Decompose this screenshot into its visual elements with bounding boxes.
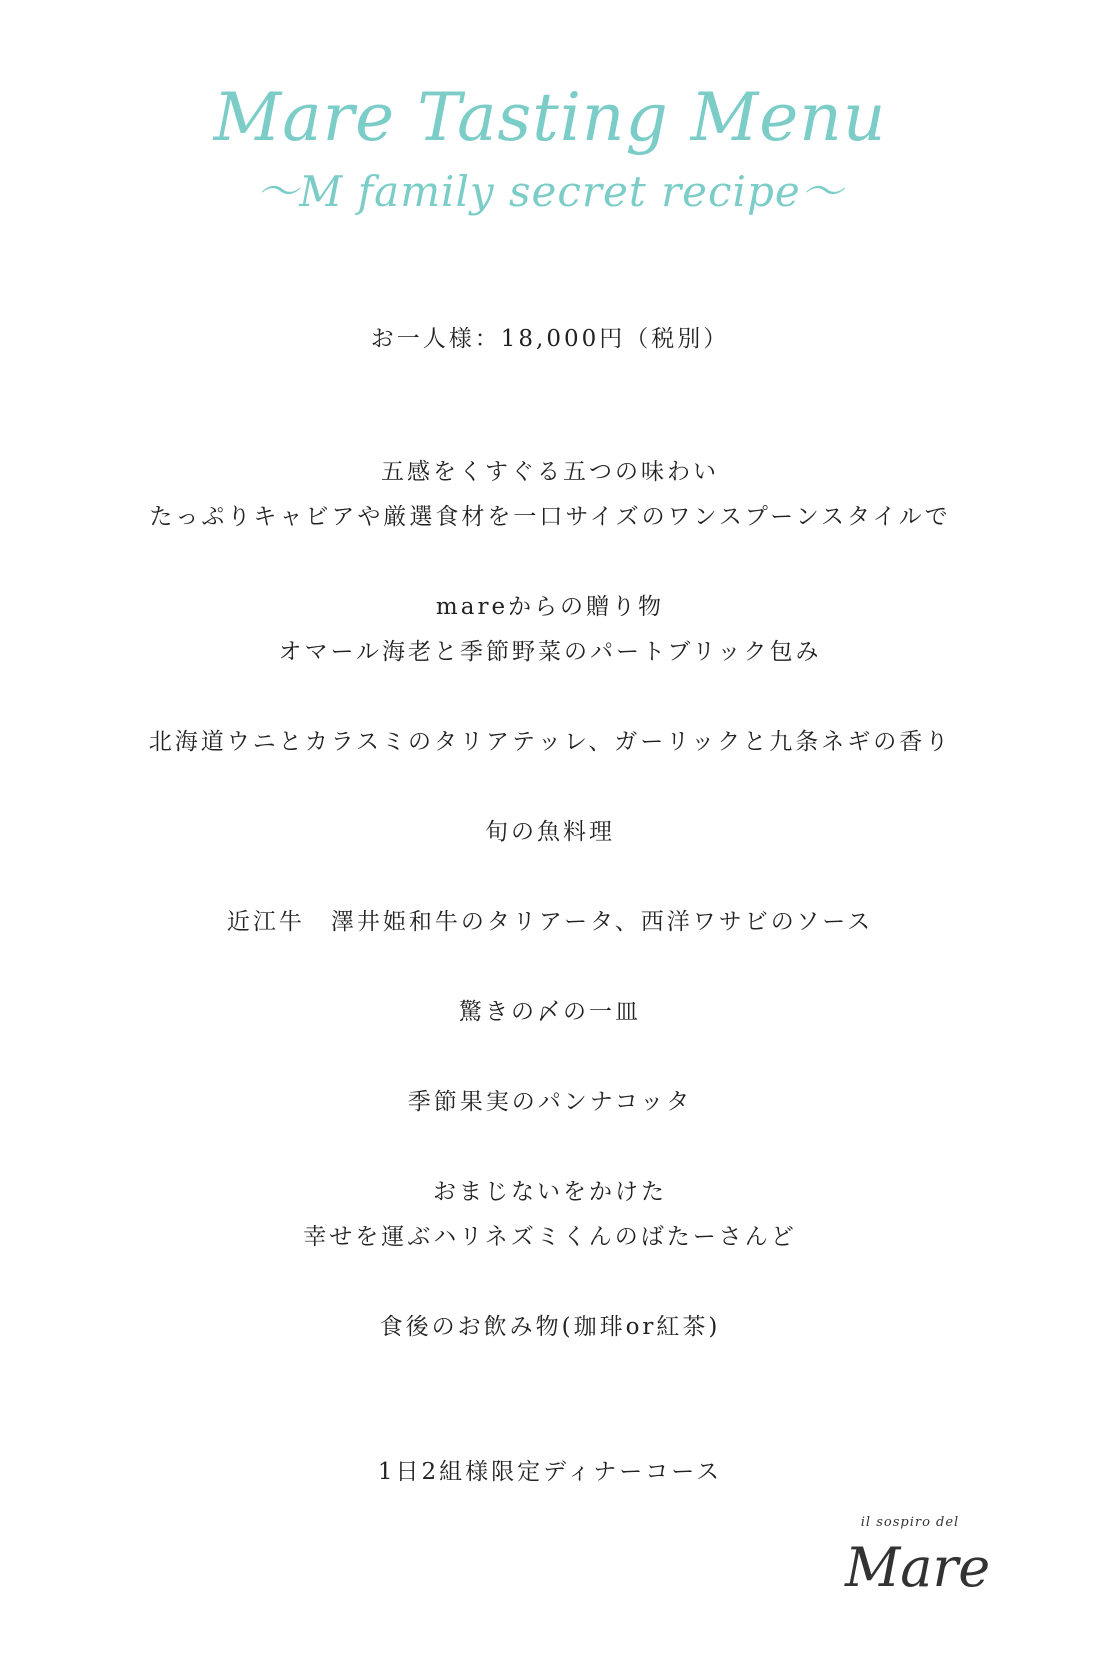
menu-subtitle: 〜M family secret recipe〜 <box>256 167 844 216</box>
logo-small-text: il sospiro del <box>860 1515 960 1530</box>
course-item: たっぷりキャビアや厳選食材を一口サイズのワンスプーンスタイルで <box>149 504 951 530</box>
course-item: 食後のお飲み物(珈琲or紅茶) <box>379 1314 721 1340</box>
logo-main-text: Mare <box>845 1536 991 1599</box>
course-item: 幸せを運ぶハリネズミくんのばたーさんど <box>303 1224 797 1250</box>
course-item: 北海道ウニとカラスミのタリアテッレ、ガーリックと九条ネギの香り <box>148 729 952 755</box>
course-item: 五感をくすぐる五つの味わい <box>381 459 719 485</box>
menu-title: Mare Tasting Menu <box>213 79 887 156</box>
price-line: お一人様：18,000円（税別） <box>370 326 730 352</box>
dinner-limit-note: 1日2組様限定ディナーコース <box>377 1459 723 1485</box>
course-item: 旬の魚料理 <box>485 819 615 845</box>
course-item: 近江牛 澤井姫和牛のタリアータ、西洋ワサビのソース <box>226 909 874 935</box>
course-item: 季節果実のパンナコッタ <box>407 1089 693 1115</box>
course-item: 驚きの〆の一皿 <box>459 999 641 1025</box>
mare-logo <box>845 1515 1025 1615</box>
course-item: オマール海老と季節野菜のパートブリック包み <box>278 639 822 665</box>
course-item: おまじないをかけた <box>433 1179 667 1205</box>
course-item: mareからの贈り物 <box>435 594 665 620</box>
